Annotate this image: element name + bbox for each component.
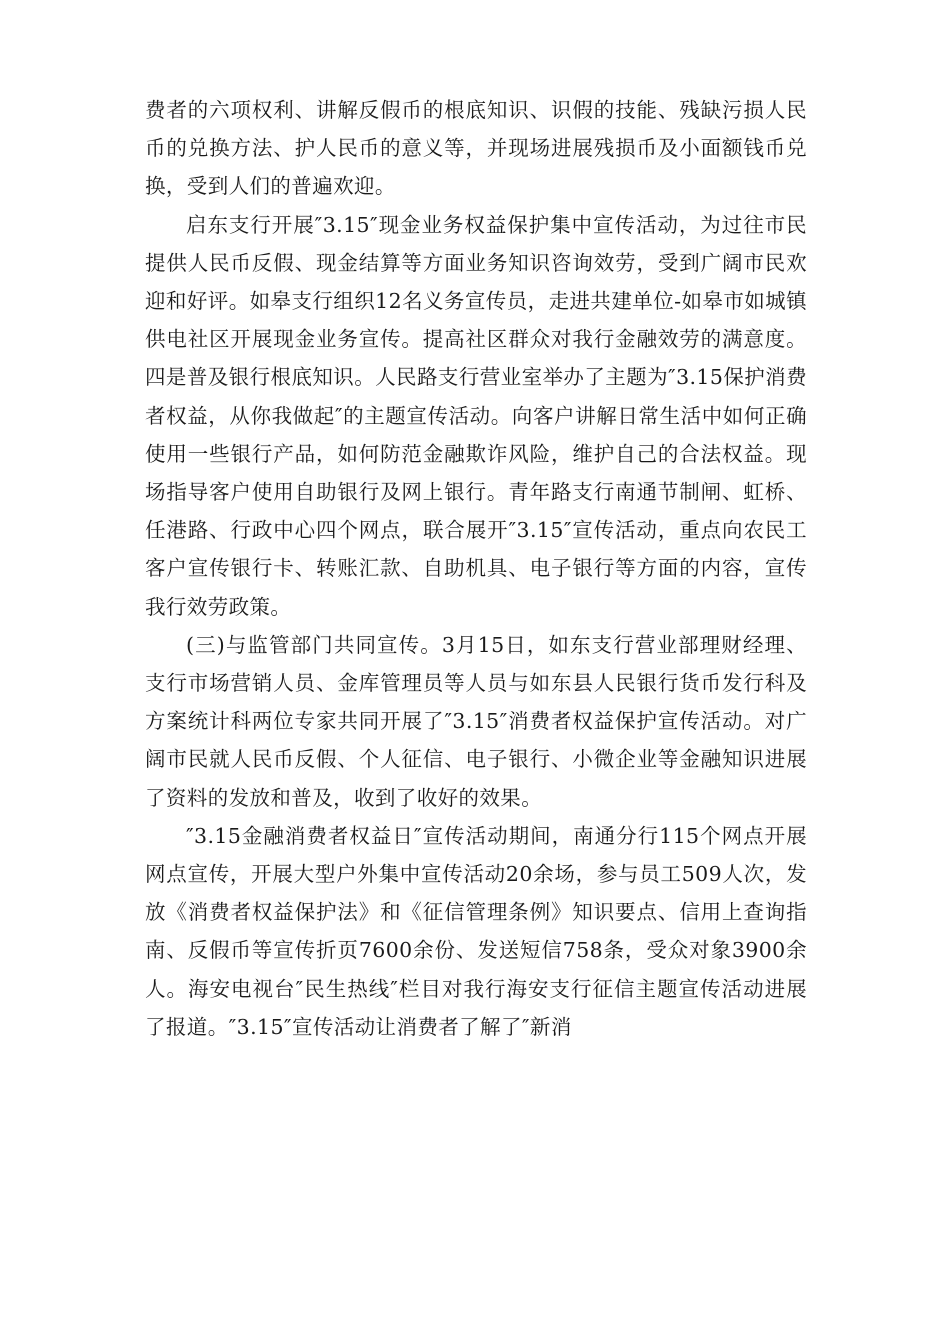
- paragraph-3: (三)与监管部门共同宣传。3月15日，如东支行营业部理财经理、支行市场营销人员、金库管理员等人员与如东县人民银行货币发行科及方案统计科两位专家共同开展了″3.15″消费者权益保护宣传活动。对广阔市民就人民币反假、个人征信、电子银行、小微企业等金融知识进展了资料的发放和普及，收到了收好的效果。: [145, 632, 807, 810]
- paragraph-4: ″3.15金融消费者权益日″宣传活动期间，南通分行115个网点开展网点宣传，开展大型户外集中宣传活动20余场，参与员工509人次，发放《消费者权益保护法》和《征信管理条例》知识要点、信用上查询指南、反假币等宣传折页7600余份、发送短信758条，受众对象3900余人。海安电视台″民生热线″栏目对我行海安支行征信主题宣传活动进展了报道。″3.15″宣传活动让消费者了解了″新消: [145, 823, 807, 1039]
- document-body: [145, 91, 807, 1046]
- paragraph-2: 启东支行开展″3.15″现金业务权益保护集中宣传活动，为过往市民提供人民币反假、现金结算等方面业务知识咨询效劳，受到广阔市民欢迎和好评。如皋支行组织12名义务宣传员，走进共建单位-如皋市如城镇供电社区开展现金业务宣传。提高社区群众对我行金融效劳的满意度。四是普及银行根底知识。人民路支行营业室举办了主题为″3.15保护消费者权益，从你我做起″的主题宣传活动。向客户讲解日常生活中如何正确使用一些银行产品，如何防范金融欺诈风险，维护自己的合法权益。现场指导客户使用自助银行及网上银行。青年路支行南通节制闸、虹桥、任港路、行政中心四个网点，联合展开″3.15″宣传活动，重点向农民工客户宣传银行卡、转账汇款、自助机具、电子银行等方面的内容，宣传我行效劳政策。: [145, 212, 807, 619]
- paragraph-1: 费者的六项权利、讲解反假币的根底知识、识假的技能、残缺污损人民币的兑换方法、护人民币的意义等，并现场进展残损币及小面额钱币兑换，受到人们的普遍欢迎。: [145, 98, 807, 199]
